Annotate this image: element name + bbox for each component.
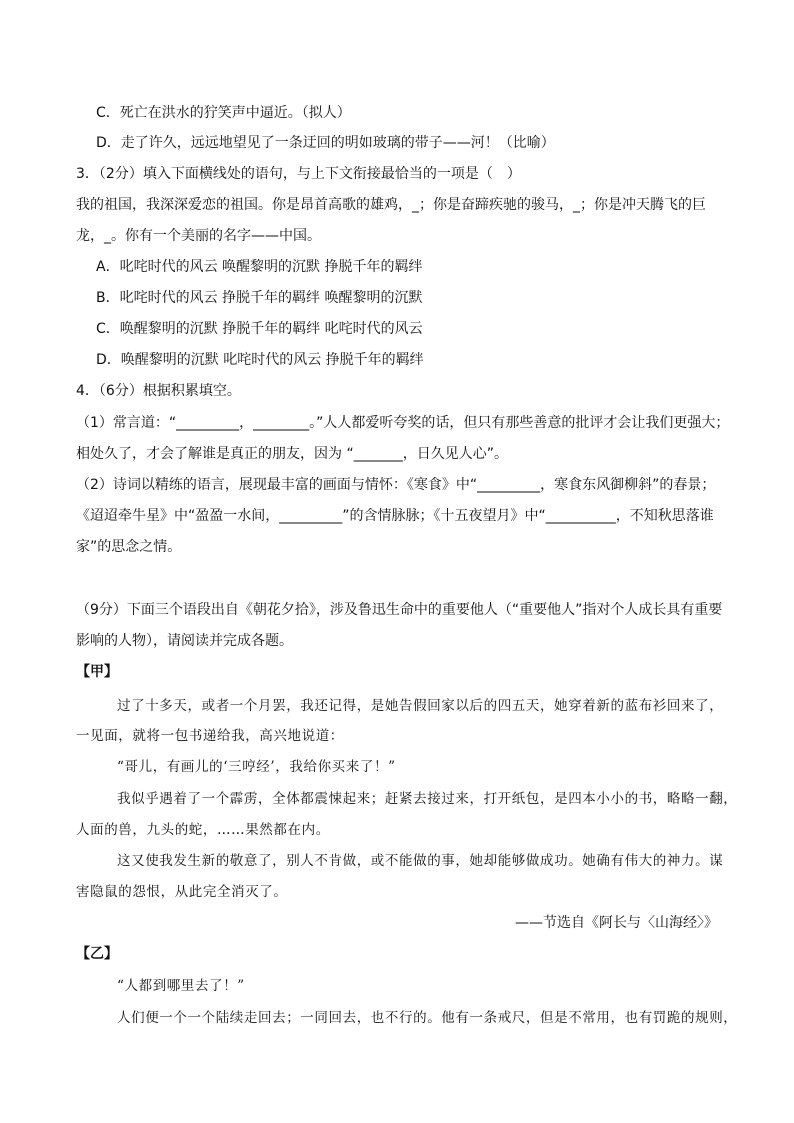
q3-stem: 3．（2分）填入下面横线处的语句，与上下文衔接最恰当的一项是（ ） [76, 166, 521, 182]
q3-option-a: A．叱咤时代的风云 唤醒黎明的沉默 挣脱千年的羁绊 [96, 259, 423, 275]
q3-option-d: D．唤醒黎明的沉默 叱咤时代的风云 挣脱千年的羁绊 [96, 352, 424, 368]
q4-part2-line: （2）诗词以精练的语言，展现最丰富的画面与情怀：《寒食》中“_________，寒食东风御柳斜”的春景； [76, 477, 716, 493]
q4-stem: 4．（6分）根据积累填空。 [76, 383, 241, 399]
q2-option-d: D．走了许久，远远地望见了一条迂回的明如玻璃的带子——河！（比喻） [96, 135, 555, 151]
passage-jia-line: 人面的兽，九头的蛇，……果然都在内。 [76, 822, 330, 838]
q3-passage-line: 龙，_。你有一个美丽的名字——中国。 [76, 228, 321, 244]
q4-part1-line: 相处久了，才会了解谁是真正的朋友，因为 “_______，日久见人心”。 [76, 446, 508, 462]
q3-option-b: B．叱咤时代的风云 挣脱千年的羁绊 唤醒黎明的沉默 [96, 290, 423, 306]
passage-jia-line: 过了十多天，或者一个月罢，我还记得，是她告假回家以后的四五天，她穿着新的蓝布衫回来了， [117, 698, 724, 714]
q5-intro-line: （9分）下面三个语段出自《朝花夕拾》，涉及鲁迅生命中的重要他人（“重要他人”指对个人成长具有重要 [76, 602, 723, 618]
passage-jia-line: 这又使我发生新的敬意了，别人不肯做，或不能做的事，她却能够做成功。她确有伟大的神力。谋 [117, 853, 724, 869]
q4-part2-line: 家”的思念之情。 [76, 539, 182, 555]
q3-option-c: C．唤醒黎明的沉默 挣脱千年的羁绊 叱咤时代的风云 [96, 321, 423, 337]
q3-passage-line: 我的祖国，我深深爱恋的祖国。你是昂首高歌的雄鸡，_；你是奋蹄疾驰的骏马，_；你是冲天腾飞的巨 [76, 197, 706, 213]
passage-jia-line: 害隐鼠的怨恨，从此完全消灭了。 [76, 884, 288, 900]
passage-jia-line: “哥儿，有画儿的‘三哼经’，我给你买来了！” [117, 759, 396, 775]
passage-jia-source: ——节选自《阿长与〈山海经〉》 [515, 915, 718, 931]
passage-yi-label: 【乙】 [76, 946, 118, 962]
passage-jia-line: 一见面，就将一包书递给我，高兴地说道： [76, 728, 344, 744]
passage-jia-label: 【甲】 [76, 664, 118, 680]
q4-part2-line: 《迢迢牵牛星》中“盈盈一水间，_________”的含情脉脉；《十五夜望月》中“__________，不知秋思落谁 [76, 508, 714, 524]
q2-option-c: C．死亡在洪水的狞笑声中逼近。（拟人） [96, 105, 351, 121]
passage-jia-line: 我似乎遇着了一个霹雳，全体都震悚起来；赶紧去接过来，打开纸包，是四本小小的书，略略一翻， [117, 791, 738, 807]
passage-yi-line: 人们便一个一个陆续走回去；一同回去，也不行的。他有一条戒尺，但是不常用，也有罚跪的规则， [117, 1010, 738, 1026]
q4-part1-line: （1）常言道：“_________，________。”人人都爱听夸奖的话，但只有那些善意的批评才会让我们更强大； [76, 415, 730, 431]
passage-yi-line: “人都到哪里去了！” [117, 978, 245, 994]
q5-intro-line: 影响的人物），请阅读并完成各题。 [76, 633, 293, 649]
